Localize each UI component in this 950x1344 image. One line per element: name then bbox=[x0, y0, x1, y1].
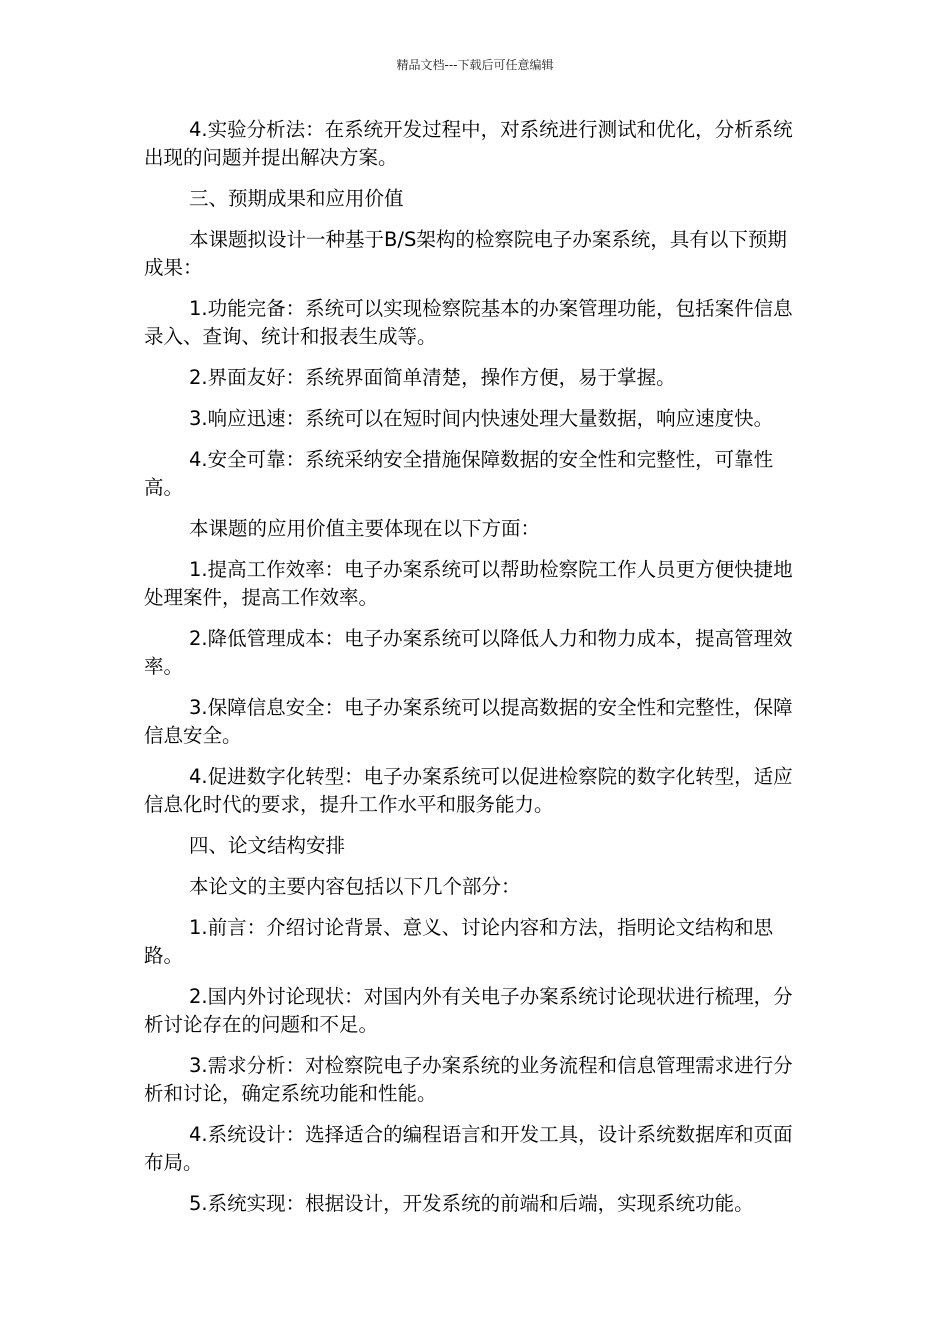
paragraph-application-value-intro: 本课题的应用价值主要体现在以下方面： bbox=[189, 517, 541, 540]
section-heading-expected-results: 三、预期成果和应用价值 bbox=[189, 187, 404, 210]
paragraph-structure-research-status: 2.国内外讨论现状：对国内外有关电子办案系统讨论现状进行梳理，分析讨论存在的问题和不足。 bbox=[144, 985, 793, 1036]
paragraph-value-efficiency: 1.提高工作效率：电子办案系统可以帮助检察院工作人员更方便快捷地处理案件，提高工作效率。 bbox=[144, 558, 793, 609]
paragraph-value-security: 3.保障信息安全：电子办案系统可以提高数据的安全性和完整性，保障信息安全。 bbox=[144, 696, 793, 747]
paragraph-experiment-method: 4.实验分析法：在系统开发过程中，对系统进行测试和优化，分析系统出现的问题并提出解决方案。 bbox=[144, 118, 793, 169]
document-body bbox=[144, 116, 796, 1231]
paragraph-structure-requirements: 3.需求分析：对检察院电子办案系统的业务流程和信息管理需求进行分析和讨论，确定系统功能和性能。 bbox=[144, 1054, 793, 1105]
paragraph-structure-design: 4.系统设计：选择适合的编程语言和开发工具，设计系统数据库和页面布局。 bbox=[144, 1123, 793, 1174]
paragraph-value-cost: 2.降低管理成本：电子办案系统可以降低人力和物力成本，提高管理效率。 bbox=[144, 627, 793, 678]
paragraph-structure-implementation: 5.系统实现：根据设计，开发系统的前端和后端，实现系统功能。 bbox=[189, 1192, 754, 1215]
paragraph-result-complete-function: 1.功能完备：系统可以实现检察院基本的办案管理功能，包括案件信息录入、查询、统计和报表生成等。 bbox=[144, 297, 793, 348]
paragraph-result-friendly-ui: 2.界面友好：系统界面简单清楚，操作方便，易于掌握。 bbox=[189, 366, 676, 389]
paragraph-value-digital-transformation: 4.促进数字化转型：电子办案系统可以促进检察院的数字化转型，适应信息化时代的要求，提升工作水平和服务能力。 bbox=[144, 765, 793, 816]
paragraph-result-secure-reliable: 4.安全可靠：系统采纳安全措施保障数据的安全性和完整性，可靠性高。 bbox=[144, 448, 774, 499]
paragraph-expected-results-intro: 本课题拟设计一种基于B/S架构的检察院电子办案系统，具有以下预期成果： bbox=[144, 228, 787, 279]
paragraph-result-fast-response: 3.响应迅速：系统可以在短时间内快速处理大量数据，响应速度快。 bbox=[189, 407, 774, 430]
paragraph-thesis-structure-intro: 本论文的主要内容包括以下几个部分： bbox=[189, 875, 521, 898]
page-header: 精品文档---下载后可任意编辑 bbox=[396, 58, 554, 72]
paragraph-structure-preface: 1.前言：介绍讨论背景、意义、讨论内容和方法，指明论文结构和思路。 bbox=[144, 916, 774, 967]
section-heading-thesis-structure: 四、论文结构安排 bbox=[189, 834, 346, 857]
